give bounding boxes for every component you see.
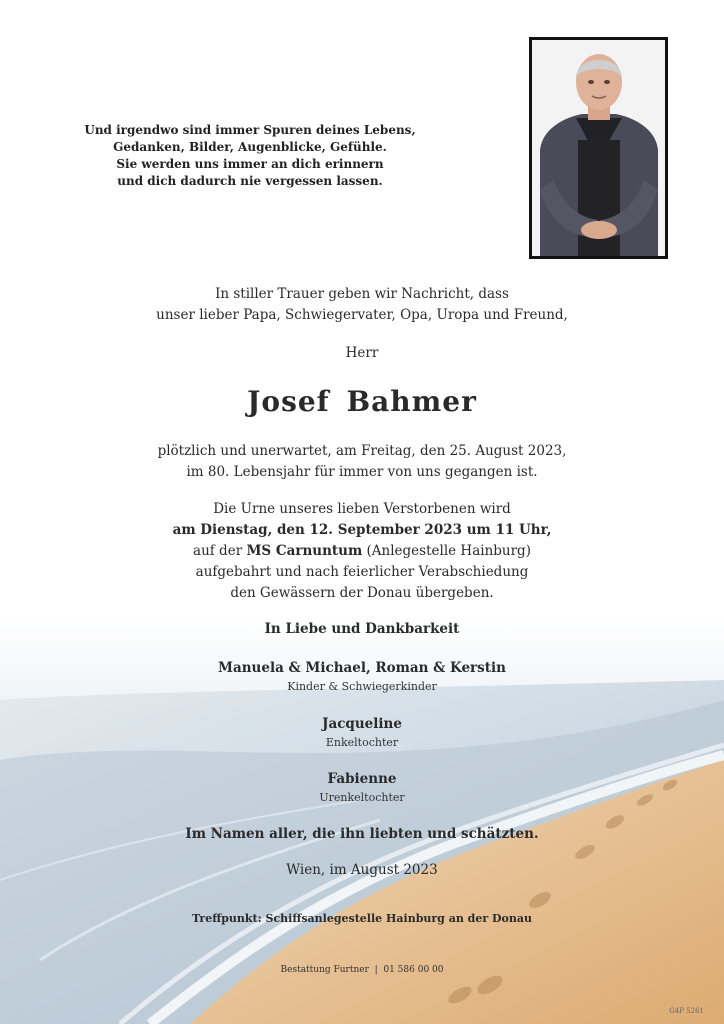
place-date: Wien, im August 2023 <box>286 862 438 878</box>
gratitude-heading: In Liebe und Dankbarkeit <box>264 621 460 637</box>
deceased-name: Josef Bahmer <box>247 385 477 418</box>
urn-line: den Gewässern der Donau übergeben. <box>230 585 494 601</box>
intro-line: unser lieber Papa, Schwiegervater, Opa, Uropa und Freund, <box>156 307 568 323</box>
poem-line: Sie werden uns immer an dich erinnern <box>116 157 384 171</box>
poem-line: und dich dadurch nie vergessen lassen. <box>117 174 383 188</box>
urn-location-prefix: auf der <box>193 543 247 559</box>
intro-line: In stiller Trauer geben wir Nachricht, dass <box>215 286 509 302</box>
death-notice <box>0 441 724 483</box>
mourner-names: Jacqueline <box>322 716 402 732</box>
urn-ceremony <box>0 499 724 604</box>
undertaker-contact: Bestattung Furtner | 01 586 00 00 <box>280 965 444 975</box>
urn-date: am Dienstag, den 12. September 2023 um 11 Uhr, <box>172 522 552 538</box>
poem-line: Und irgendwo sind immer Spuren deines Lebens, <box>84 123 416 137</box>
intro-text <box>0 284 724 326</box>
portrait-photo <box>532 40 665 256</box>
mourner-group <box>0 714 724 751</box>
mourner-names: Manuela & Michael, Roman & Kerstin <box>218 660 506 676</box>
closing-line: Im Namen aller, die ihn liebten und schätzten. <box>185 826 539 842</box>
mourner-names: Fabienne <box>327 771 397 787</box>
poem-line: Gedanken, Bilder, Augenblicke, Gefühle. <box>113 140 387 154</box>
portrait-frame <box>529 37 668 259</box>
mourner-group <box>0 769 724 806</box>
poem <box>60 122 440 190</box>
portrait-photo-icon <box>532 40 665 256</box>
urn-line: Die Urne unseres lieben Verstorbenen wird <box>213 501 511 517</box>
document-code: G4P 5261 <box>669 1007 704 1015</box>
death-line: plötzlich und unerwartet, am Freitag, den 25. August 2023, <box>157 443 567 459</box>
urn-location <box>0 541 724 562</box>
mourner-role: Kinder & Schwiegerkinder <box>287 680 437 693</box>
mourner-role: Urenkeltochter <box>319 791 405 804</box>
meeting-point: Treffpunkt: Schiffsanlegestelle Hainburg an der Donau <box>192 912 532 925</box>
urn-location-suffix: (Anlegestelle Hainburg) <box>362 543 531 559</box>
ship-name: MS Carnuntum <box>246 543 363 559</box>
mourner-role: Enkeltochter <box>325 736 399 749</box>
urn-line: aufgebahrt und nach feierlicher Verabschiedung <box>195 564 529 580</box>
mourner-group <box>0 658 724 695</box>
death-line: im 80. Lebensjahr für immer von uns gegangen ist. <box>186 464 538 480</box>
salutation: Herr <box>345 345 379 361</box>
